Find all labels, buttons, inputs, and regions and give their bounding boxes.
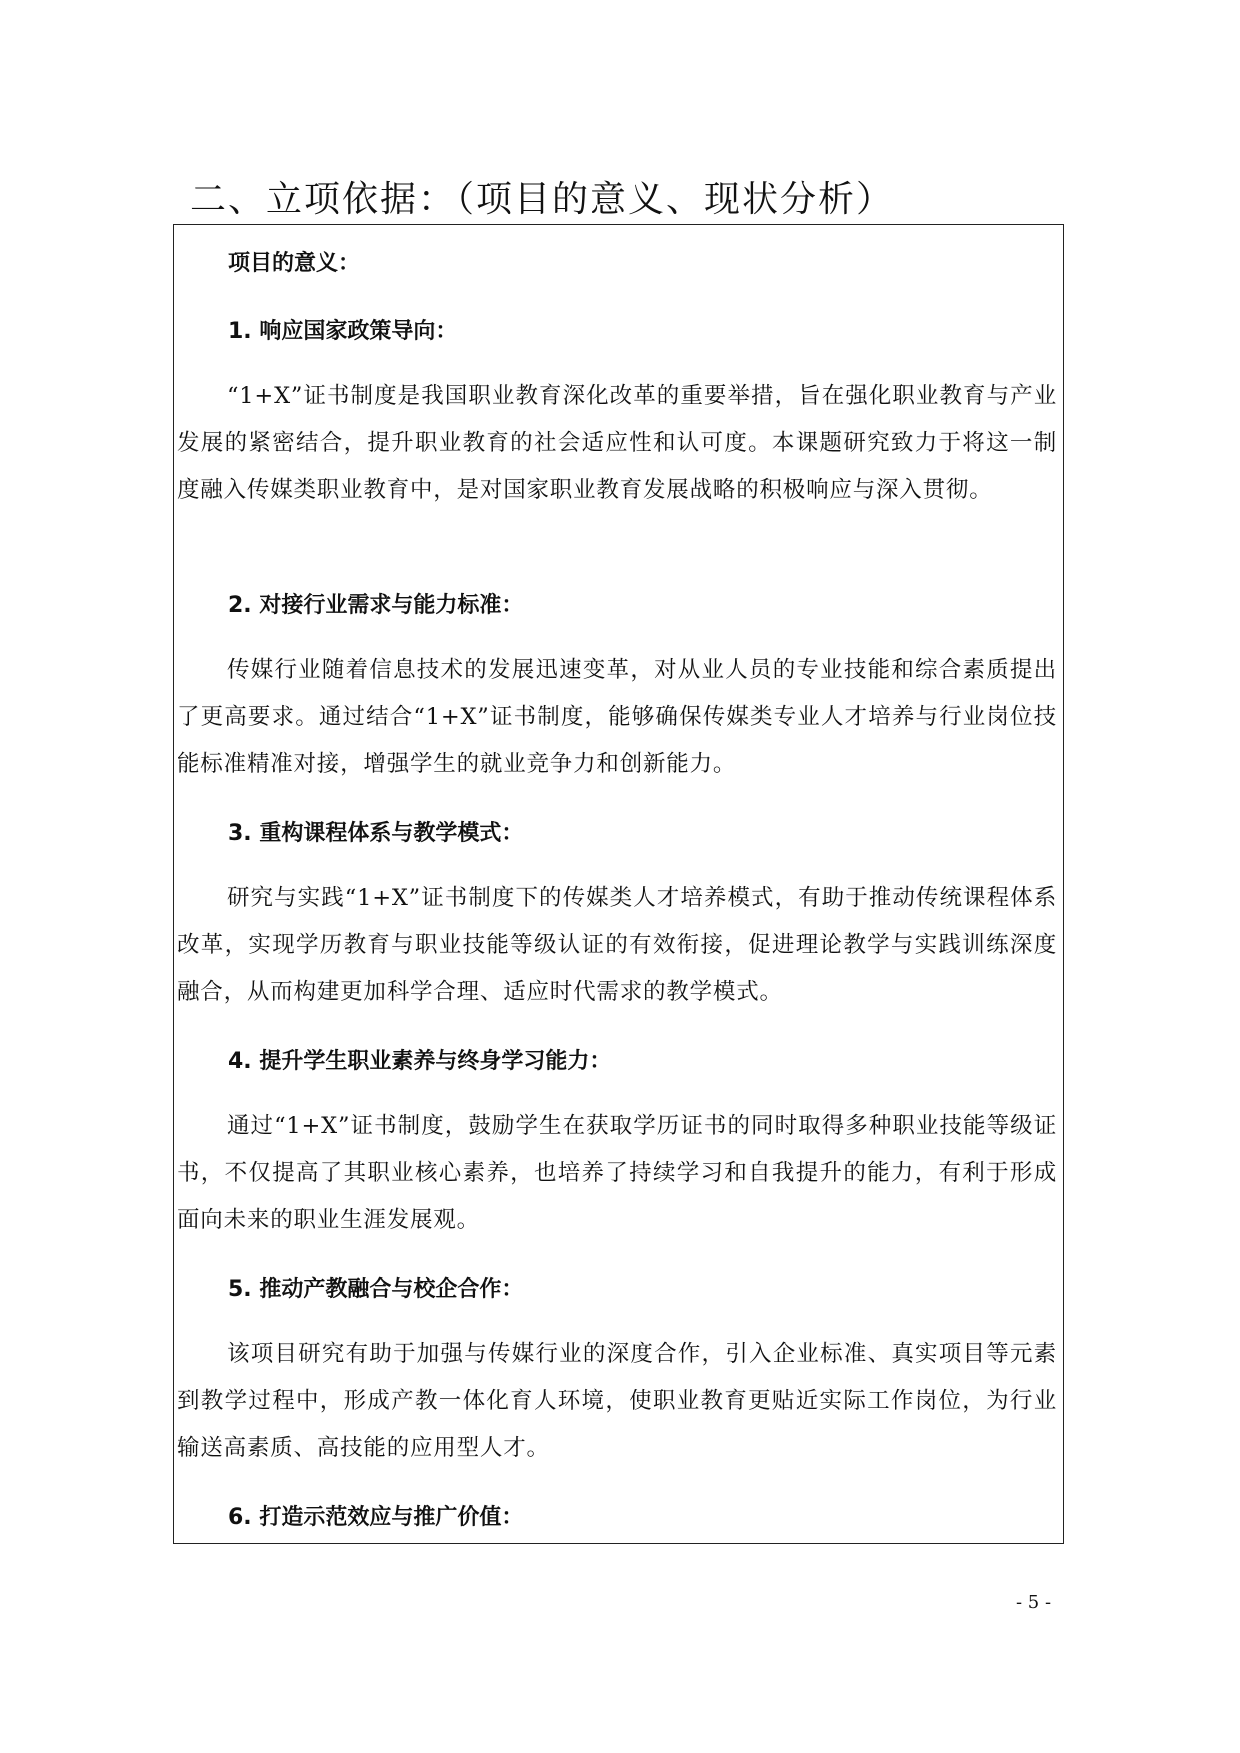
item-3-title: 3. 重构课程体系与教学模式： <box>228 821 524 846</box>
item-2-text: 传媒行业随着信息技术的发展迅速变革，对从业人员的专业技能和综合素质提出了更高要求。通过结合“1+X”证书制度，能够确保传媒类专业人才培养与行业岗位技能标准精准对接，增强学生的就业竞争力和创新能力。 <box>177 657 1057 777</box>
item-1-text: “1+X”证书制度是我国职业教育深化改革的重要举措，旨在强化职业教育与产业发展的紧密结合，提升职业教育的社会适应性和认可度。本课题研究致力于将这一制度融入传媒类职业教育中，是对国家职业教育发展战略的积极响应与深入贯彻。 <box>177 383 1057 503</box>
item-5-text: 该项目研究有助于加强与传媒行业的深度合作，引入企业标准、真实项目等元素到教学过程中，形成产教一体化育人环境，使职业教育更贴近实际工作岗位，为行业输送高素质、高技能的应用型人才。 <box>177 1341 1057 1461</box>
item-2-title: 2. 对接行业需求与能力标准： <box>228 593 524 618</box>
section-title: 二、立项依据：（项目的意义、现状分析） <box>190 179 895 220</box>
significance-heading: 项目的意义： <box>228 251 361 276</box>
item-1-title: 1. 响应国家政策导向： <box>228 319 458 344</box>
item-4-text: 通过“1+X”证书制度，鼓励学生在获取学历证书的同时取得多种职业技能等级证书，不仅提高了其职业核心素养，也培养了持续学习和自我提升的能力，有利于形成面向未来的职业生涯发展观。 <box>177 1113 1057 1233</box>
item-5-title: 5. 推动产教融合与校企合作： <box>228 1277 524 1302</box>
content-box <box>173 224 1064 1544</box>
page-number: - 5 - <box>1016 1592 1052 1613</box>
item-4-title: 4. 提升学生职业素养与终身学习能力： <box>228 1049 612 1074</box>
item-3-text: 研究与实践“1+X”证书制度下的传媒类人才培养模式，有助于推动传统课程体系改革，实现学历教育与职业技能等级认证的有效衔接，促进理论教学与实践训练深度融合，从而构建更加科学合理、适应时代需求的教学模式。 <box>177 885 1057 1005</box>
item-6-title: 6. 打造示范效应与推广价值： <box>228 1505 524 1530</box>
